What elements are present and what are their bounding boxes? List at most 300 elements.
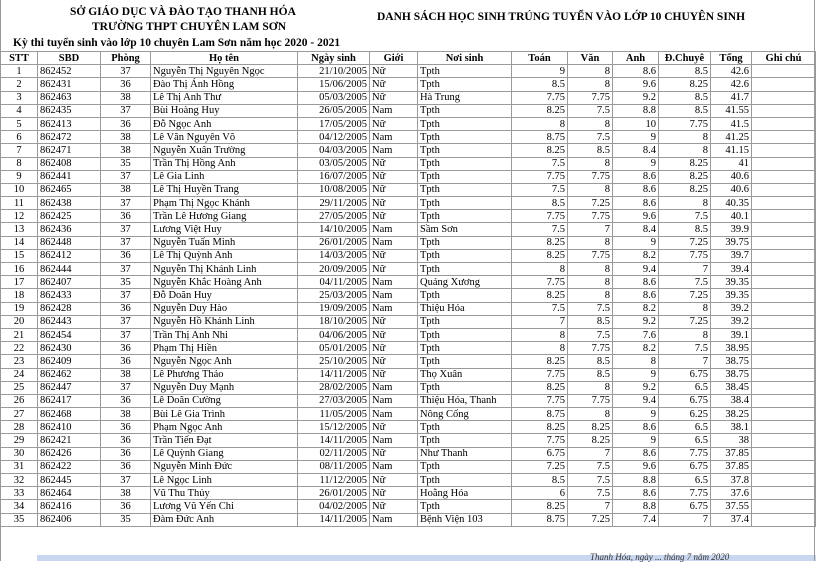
cell-english[interactable]: 8.6 — [613, 447, 659, 460]
cell-stt[interactable]: 28 — [1, 421, 38, 434]
col-sbd[interactable]: SBD — [38, 52, 101, 65]
cell-total[interactable]: 38.45 — [711, 381, 752, 394]
cell-literature[interactable]: 7 — [568, 223, 613, 236]
cell-english[interactable]: 8.6 — [613, 183, 659, 196]
cell-literature[interactable]: 8 — [568, 276, 613, 289]
cell-birthplace[interactable]: Quảng Xương — [418, 276, 512, 289]
cell-literature[interactable]: 7.25 — [568, 513, 613, 526]
cell-notes[interactable] — [752, 474, 816, 487]
cell-notes[interactable] — [752, 394, 816, 407]
cell-literature[interactable]: 8.5 — [568, 315, 613, 328]
cell-stt[interactable]: 5 — [1, 117, 38, 130]
cell-room[interactable]: 37 — [101, 474, 151, 487]
cell-notes[interactable] — [752, 183, 816, 196]
cell-dob[interactable]: 15/12/2005 — [298, 421, 370, 434]
cell-math[interactable]: 8.25 — [512, 249, 568, 262]
cell-birthplace[interactable]: Tpth — [418, 236, 512, 249]
cell-room[interactable]: 36 — [101, 78, 151, 91]
cell-dob[interactable]: 04/02/2005 — [298, 500, 370, 513]
cell-dob[interactable]: 03/05/2005 — [298, 157, 370, 170]
col-stt[interactable]: STT — [1, 52, 38, 65]
cell-dob[interactable]: 17/05/2005 — [298, 117, 370, 130]
cell-literature[interactable]: 7.75 — [568, 394, 613, 407]
cell-notes[interactable] — [752, 315, 816, 328]
cell-english[interactable]: 8.4 — [613, 223, 659, 236]
cell-literature[interactable]: 7.5 — [568, 328, 613, 341]
cell-specialized[interactable]: 6.5 — [659, 381, 711, 394]
cell-math[interactable]: 7.75 — [512, 210, 568, 223]
cell-specialized[interactable]: 8.25 — [659, 183, 711, 196]
cell-dob[interactable]: 28/02/2005 — [298, 381, 370, 394]
cell-specialized[interactable]: 7.25 — [659, 236, 711, 249]
cell-math[interactable]: 7.75 — [512, 434, 568, 447]
cell-english[interactable]: 8.2 — [613, 342, 659, 355]
cell-gender[interactable]: Nam — [370, 236, 418, 249]
cell-dob[interactable]: 27/03/2005 — [298, 394, 370, 407]
cell-notes[interactable] — [752, 447, 816, 460]
cell-english[interactable]: 10 — [613, 117, 659, 130]
cell-name[interactable]: Nguyễn Minh Đức — [151, 460, 298, 473]
cell-sbd[interactable]: 862410 — [38, 421, 101, 434]
cell-english[interactable]: 8.6 — [613, 289, 659, 302]
cell-english[interactable]: 9.4 — [613, 263, 659, 276]
cell-literature[interactable]: 7.75 — [568, 249, 613, 262]
cell-name[interactable]: Phạm Thị Hiền — [151, 342, 298, 355]
cell-specialized[interactable]: 8 — [659, 302, 711, 315]
cell-room[interactable]: 37 — [101, 315, 151, 328]
cell-math[interactable]: 8.5 — [512, 197, 568, 210]
cell-total[interactable]: 39.9 — [711, 223, 752, 236]
cell-notes[interactable] — [752, 487, 816, 500]
cell-total[interactable]: 42.6 — [711, 78, 752, 91]
cell-name[interactable]: Lê Thị Huyền Trang — [151, 183, 298, 196]
cell-stt[interactable]: 25 — [1, 381, 38, 394]
cell-stt[interactable]: 15 — [1, 249, 38, 262]
cell-birthplace[interactable]: Tpth — [418, 474, 512, 487]
cell-name[interactable]: Nguyễn Thị Nguyên Ngọc — [151, 65, 298, 78]
cell-math[interactable]: 8.25 — [512, 289, 568, 302]
cell-math[interactable]: 8.5 — [512, 78, 568, 91]
cell-total[interactable]: 39.35 — [711, 276, 752, 289]
cell-math[interactable]: 8.75 — [512, 513, 568, 526]
cell-math[interactable]: 8.25 — [512, 144, 568, 157]
cell-math[interactable]: 7 — [512, 315, 568, 328]
cell-english[interactable]: 7.4 — [613, 513, 659, 526]
cell-specialized[interactable]: 7 — [659, 513, 711, 526]
cell-notes[interactable] — [752, 513, 816, 526]
cell-english[interactable]: 8.6 — [613, 276, 659, 289]
col-room[interactable]: Phòng — [101, 52, 151, 65]
cell-gender[interactable]: Nữ — [370, 117, 418, 130]
cell-total[interactable]: 42.6 — [711, 65, 752, 78]
cell-stt[interactable]: 32 — [1, 474, 38, 487]
cell-notes[interactable] — [752, 342, 816, 355]
cell-gender[interactable]: Nam — [370, 104, 418, 117]
cell-specialized[interactable]: 7.75 — [659, 249, 711, 262]
cell-english[interactable]: 7.6 — [613, 328, 659, 341]
cell-dob[interactable]: 08/11/2005 — [298, 460, 370, 473]
cell-name[interactable]: Đàm Đức Anh — [151, 513, 298, 526]
cell-english[interactable]: 9 — [613, 408, 659, 421]
cell-name[interactable]: Lê Gia Linh — [151, 170, 298, 183]
cell-math[interactable]: 8 — [512, 342, 568, 355]
cell-room[interactable]: 37 — [101, 65, 151, 78]
cell-notes[interactable] — [752, 170, 816, 183]
cell-total[interactable]: 37.85 — [711, 460, 752, 473]
cell-name[interactable]: Lê Phương Thảo — [151, 368, 298, 381]
cell-sbd[interactable]: 862428 — [38, 302, 101, 315]
cell-dob[interactable]: 14/11/2005 — [298, 513, 370, 526]
cell-total[interactable]: 41.25 — [711, 131, 752, 144]
cell-gender[interactable]: Nữ — [370, 342, 418, 355]
cell-room[interactable]: 38 — [101, 487, 151, 500]
cell-name[interactable]: Phạm Thị Ngọc Khánh — [151, 197, 298, 210]
cell-sbd[interactable]: 862426 — [38, 447, 101, 460]
cell-room[interactable]: 36 — [101, 117, 151, 130]
cell-name[interactable]: Đỗ Doãn Huy — [151, 289, 298, 302]
cell-specialized[interactable]: 7.75 — [659, 447, 711, 460]
cell-dob[interactable]: 04/12/2005 — [298, 131, 370, 144]
cell-dob[interactable]: 21/10/2005 — [298, 65, 370, 78]
cell-room[interactable]: 36 — [101, 394, 151, 407]
cell-notes[interactable] — [752, 276, 816, 289]
cell-sbd[interactable]: 862471 — [38, 144, 101, 157]
cell-total[interactable]: 38.95 — [711, 342, 752, 355]
cell-literature[interactable]: 8 — [568, 263, 613, 276]
cell-name[interactable]: Bùi Lê Gia Trình — [151, 408, 298, 421]
cell-birthplace[interactable]: Tpth — [418, 342, 512, 355]
col-specialized[interactable]: Đ.Chuyê — [659, 52, 711, 65]
cell-english[interactable]: 8 — [613, 355, 659, 368]
cell-room[interactable]: 36 — [101, 447, 151, 460]
cell-gender[interactable]: Nam — [370, 434, 418, 447]
cell-specialized[interactable]: 7.5 — [659, 342, 711, 355]
cell-sbd[interactable]: 862417 — [38, 394, 101, 407]
cell-math[interactable]: 8.25 — [512, 500, 568, 513]
cell-room[interactable]: 37 — [101, 328, 151, 341]
cell-stt[interactable]: 16 — [1, 263, 38, 276]
cell-literature[interactable]: 7.75 — [568, 170, 613, 183]
cell-dob[interactable]: 26/01/2005 — [298, 236, 370, 249]
cell-room[interactable]: 36 — [101, 500, 151, 513]
cell-gender[interactable]: Nữ — [370, 183, 418, 196]
cell-math[interactable]: 8.75 — [512, 131, 568, 144]
cell-total[interactable]: 39.4 — [711, 263, 752, 276]
cell-birthplace[interactable]: Tpth — [418, 381, 512, 394]
cell-birthplace[interactable]: Tpth — [418, 434, 512, 447]
cell-birthplace[interactable]: Tpth — [418, 249, 512, 262]
cell-sbd[interactable]: 862468 — [38, 408, 101, 421]
cell-stt[interactable]: 11 — [1, 197, 38, 210]
cell-birthplace[interactable]: Tpth — [418, 210, 512, 223]
cell-name[interactable]: Vũ Thu Thủy — [151, 487, 298, 500]
cell-english[interactable]: 9 — [613, 236, 659, 249]
cell-stt[interactable]: 24 — [1, 368, 38, 381]
cell-stt[interactable]: 7 — [1, 144, 38, 157]
cell-specialized[interactable]: 8.5 — [659, 223, 711, 236]
cell-gender[interactable]: Nữ — [370, 65, 418, 78]
cell-name[interactable]: Đào Thị Ánh Hồng — [151, 78, 298, 91]
cell-name[interactable]: Lê Thị Quỳnh Anh — [151, 249, 298, 262]
cell-stt[interactable]: 21 — [1, 328, 38, 341]
cell-name[interactable]: Nguyễn Duy Mạnh — [151, 381, 298, 394]
cell-stt[interactable]: 33 — [1, 487, 38, 500]
cell-specialized[interactable]: 7.25 — [659, 315, 711, 328]
cell-sbd[interactable]: 862441 — [38, 170, 101, 183]
cell-english[interactable]: 9.2 — [613, 315, 659, 328]
cell-specialized[interactable]: 8.25 — [659, 78, 711, 91]
cell-dob[interactable]: 27/05/2005 — [298, 210, 370, 223]
cell-literature[interactable]: 8 — [568, 78, 613, 91]
cell-room[interactable]: 35 — [101, 276, 151, 289]
cell-birthplace[interactable]: Hà Trung — [418, 91, 512, 104]
cell-english[interactable]: 8.2 — [613, 302, 659, 315]
cell-total[interactable]: 41.55 — [711, 104, 752, 117]
cell-dob[interactable]: 14/11/2005 — [298, 434, 370, 447]
cell-room[interactable]: 37 — [101, 289, 151, 302]
col-literature[interactable]: Văn — [568, 52, 613, 65]
cell-specialized[interactable]: 7.25 — [659, 289, 711, 302]
cell-math[interactable]: 8 — [512, 263, 568, 276]
cell-stt[interactable]: 35 — [1, 513, 38, 526]
cell-birthplace[interactable]: Tpth — [418, 157, 512, 170]
cell-gender[interactable]: Nữ — [370, 421, 418, 434]
cell-specialized[interactable]: 6.5 — [659, 474, 711, 487]
cell-sbd[interactable]: 862463 — [38, 91, 101, 104]
cell-english[interactable]: 8.6 — [613, 65, 659, 78]
cell-english[interactable]: 8.6 — [613, 487, 659, 500]
cell-name[interactable]: Nguyễn Ngọc Anh — [151, 355, 298, 368]
cell-stt[interactable]: 8 — [1, 157, 38, 170]
cell-total[interactable]: 39.1 — [711, 328, 752, 341]
cell-specialized[interactable]: 6.75 — [659, 460, 711, 473]
cell-gender[interactable]: Nam — [370, 131, 418, 144]
cell-literature[interactable]: 8 — [568, 117, 613, 130]
cell-english[interactable]: 9.2 — [613, 91, 659, 104]
cell-name[interactable]: Phạm Ngọc Anh — [151, 421, 298, 434]
cell-name[interactable]: Trần Tiến Đạt — [151, 434, 298, 447]
cell-birthplace[interactable]: Thiệu Hóa — [418, 302, 512, 315]
cell-english[interactable]: 8.8 — [613, 474, 659, 487]
cell-sbd[interactable]: 862413 — [38, 117, 101, 130]
cell-dob[interactable]: 19/09/2005 — [298, 302, 370, 315]
cell-birthplace[interactable]: Tpth — [418, 460, 512, 473]
cell-sbd[interactable]: 862412 — [38, 249, 101, 262]
cell-sbd[interactable]: 862407 — [38, 276, 101, 289]
cell-birthplace[interactable]: Tpth — [418, 183, 512, 196]
cell-literature[interactable]: 8 — [568, 408, 613, 421]
cell-math[interactable]: 7.5 — [512, 302, 568, 315]
cell-total[interactable]: 40.35 — [711, 197, 752, 210]
cell-dob[interactable]: 14/03/2005 — [298, 249, 370, 262]
cell-literature[interactable]: 7.5 — [568, 460, 613, 473]
cell-literature[interactable]: 8 — [568, 65, 613, 78]
cell-birthplace[interactable]: Tpth — [418, 355, 512, 368]
cell-room[interactable]: 36 — [101, 302, 151, 315]
cell-notes[interactable] — [752, 460, 816, 473]
cell-literature[interactable]: 7.75 — [568, 210, 613, 223]
cell-specialized[interactable]: 8 — [659, 131, 711, 144]
cell-literature[interactable]: 8 — [568, 289, 613, 302]
cell-gender[interactable]: Nam — [370, 289, 418, 302]
col-notes[interactable]: Ghi chú — [752, 52, 816, 65]
cell-specialized[interactable]: 8.5 — [659, 65, 711, 78]
cell-literature[interactable]: 8 — [568, 236, 613, 249]
cell-notes[interactable] — [752, 117, 816, 130]
cell-math[interactable]: 8.75 — [512, 408, 568, 421]
cell-sbd[interactable]: 862447 — [38, 381, 101, 394]
cell-total[interactable]: 37.85 — [711, 447, 752, 460]
cell-specialized[interactable]: 6.75 — [659, 368, 711, 381]
cell-english[interactable]: 8.4 — [613, 144, 659, 157]
cell-stt[interactable]: 22 — [1, 342, 38, 355]
cell-sbd[interactable]: 862443 — [38, 315, 101, 328]
cell-name[interactable]: Lê Quỳnh Giang — [151, 447, 298, 460]
cell-english[interactable]: 8.8 — [613, 500, 659, 513]
cell-literature[interactable]: 8.5 — [568, 144, 613, 157]
cell-dob[interactable]: 05/03/2005 — [298, 91, 370, 104]
cell-room[interactable]: 37 — [101, 104, 151, 117]
cell-room[interactable]: 36 — [101, 342, 151, 355]
cell-math[interactable]: 7.75 — [512, 394, 568, 407]
cell-gender[interactable]: Nữ — [370, 487, 418, 500]
cell-stt[interactable]: 27 — [1, 408, 38, 421]
cell-literature[interactable]: 8.25 — [568, 434, 613, 447]
cell-math[interactable]: 8.25 — [512, 381, 568, 394]
cell-gender[interactable]: Nam — [370, 513, 418, 526]
cell-total[interactable]: 41.15 — [711, 144, 752, 157]
cell-room[interactable]: 37 — [101, 236, 151, 249]
cell-dob[interactable]: 18/10/2005 — [298, 315, 370, 328]
cell-math[interactable]: 7.75 — [512, 276, 568, 289]
cell-specialized[interactable]: 8.25 — [659, 157, 711, 170]
cell-name[interactable]: Nguyễn Xuân Trường — [151, 144, 298, 157]
cell-name[interactable]: Lê Thị Anh Thư — [151, 91, 298, 104]
cell-room[interactable]: 37 — [101, 263, 151, 276]
cell-name[interactable]: Nguyễn Khắc Hoàng Anh — [151, 276, 298, 289]
cell-notes[interactable] — [752, 65, 816, 78]
cell-name[interactable]: Nguyễn Thị Khánh Linh — [151, 263, 298, 276]
cell-notes[interactable] — [752, 408, 816, 421]
cell-gender[interactable]: Nữ — [370, 263, 418, 276]
cell-gender[interactable]: Nữ — [370, 315, 418, 328]
cell-total[interactable]: 38.25 — [711, 408, 752, 421]
cell-stt[interactable]: 34 — [1, 500, 38, 513]
cell-gender[interactable]: Nữ — [370, 78, 418, 91]
cell-dob[interactable]: 29/11/2005 — [298, 197, 370, 210]
cell-english[interactable]: 9.4 — [613, 394, 659, 407]
cell-dob[interactable]: 25/10/2005 — [298, 355, 370, 368]
cell-notes[interactable] — [752, 421, 816, 434]
cell-stt[interactable]: 13 — [1, 223, 38, 236]
cell-specialized[interactable]: 6.25 — [659, 408, 711, 421]
cell-gender[interactable]: Nữ — [370, 170, 418, 183]
cell-gender[interactable]: Nữ — [370, 249, 418, 262]
cell-total[interactable]: 41.7 — [711, 91, 752, 104]
cell-stt[interactable]: 2 — [1, 78, 38, 91]
cell-sbd[interactable]: 862408 — [38, 157, 101, 170]
cell-gender[interactable]: Nam — [370, 276, 418, 289]
cell-total[interactable]: 37.55 — [711, 500, 752, 513]
cell-notes[interactable] — [752, 197, 816, 210]
cell-specialized[interactable]: 8.5 — [659, 91, 711, 104]
cell-math[interactable]: 9 — [512, 65, 568, 78]
cell-room[interactable]: 36 — [101, 421, 151, 434]
cell-room[interactable]: 38 — [101, 408, 151, 421]
col-dob[interactable]: Ngày sinh — [298, 52, 370, 65]
cell-literature[interactable]: 7.5 — [568, 474, 613, 487]
cell-english[interactable]: 9 — [613, 368, 659, 381]
cell-english[interactable]: 9 — [613, 434, 659, 447]
cell-total[interactable]: 41.5 — [711, 117, 752, 130]
cell-dob[interactable]: 26/01/2005 — [298, 487, 370, 500]
cell-math[interactable]: 8 — [512, 117, 568, 130]
cell-birthplace[interactable]: Tpth — [418, 328, 512, 341]
cell-sbd[interactable]: 862445 — [38, 474, 101, 487]
cell-name[interactable]: Nguyễn Hồ Khánh Linh — [151, 315, 298, 328]
cell-english[interactable]: 9 — [613, 157, 659, 170]
cell-literature[interactable]: 7.5 — [568, 302, 613, 315]
cell-dob[interactable]: 26/05/2005 — [298, 104, 370, 117]
cell-total[interactable]: 39.2 — [711, 315, 752, 328]
cell-sbd[interactable]: 862406 — [38, 513, 101, 526]
cell-english[interactable]: 8.6 — [613, 170, 659, 183]
cell-dob[interactable]: 15/06/2005 — [298, 78, 370, 91]
cell-specialized[interactable]: 6.5 — [659, 421, 711, 434]
cell-dob[interactable]: 11/12/2005 — [298, 474, 370, 487]
cell-math[interactable]: 8.25 — [512, 421, 568, 434]
cell-sbd[interactable]: 862409 — [38, 355, 101, 368]
cell-name[interactable]: Nguyễn Tuấn Minh — [151, 236, 298, 249]
cell-stt[interactable]: 29 — [1, 434, 38, 447]
cell-room[interactable]: 36 — [101, 210, 151, 223]
cell-english[interactable]: 9 — [613, 131, 659, 144]
cell-literature[interactable]: 8 — [568, 381, 613, 394]
cell-notes[interactable] — [752, 355, 816, 368]
cell-birthplace[interactable]: Sầm Sơn — [418, 223, 512, 236]
cell-literature[interactable]: 7 — [568, 447, 613, 460]
cell-name[interactable]: Lê Ngọc Linh — [151, 474, 298, 487]
cell-specialized[interactable]: 7.75 — [659, 117, 711, 130]
col-birthplace[interactable]: Nơi sinh — [418, 52, 512, 65]
cell-gender[interactable]: Nữ — [370, 500, 418, 513]
cell-total[interactable]: 37.8 — [711, 474, 752, 487]
cell-specialized[interactable]: 8 — [659, 328, 711, 341]
cell-dob[interactable]: 14/11/2005 — [298, 368, 370, 381]
cell-gender[interactable]: Nữ — [370, 355, 418, 368]
cell-notes[interactable] — [752, 210, 816, 223]
cell-total[interactable]: 40.6 — [711, 170, 752, 183]
cell-literature[interactable]: 8 — [568, 157, 613, 170]
cell-birthplace[interactable]: Tpth — [418, 500, 512, 513]
cell-room[interactable]: 38 — [101, 183, 151, 196]
cell-room[interactable]: 37 — [101, 197, 151, 210]
cell-dob[interactable]: 16/07/2005 — [298, 170, 370, 183]
cell-sbd[interactable]: 862433 — [38, 289, 101, 302]
cell-specialized[interactable]: 7.5 — [659, 276, 711, 289]
cell-sbd[interactable]: 862430 — [38, 342, 101, 355]
cell-specialized[interactable]: 7 — [659, 355, 711, 368]
cell-dob[interactable]: 04/11/2005 — [298, 276, 370, 289]
cell-gender[interactable]: Nam — [370, 223, 418, 236]
cell-math[interactable]: 7.5 — [512, 183, 568, 196]
cell-specialized[interactable]: 6.75 — [659, 394, 711, 407]
cell-birthplace[interactable]: Bệnh Viện 103 — [418, 513, 512, 526]
cell-birthplace[interactable]: Tpth — [418, 197, 512, 210]
cell-sbd[interactable]: 862452 — [38, 65, 101, 78]
cell-notes[interactable] — [752, 157, 816, 170]
cell-notes[interactable] — [752, 91, 816, 104]
